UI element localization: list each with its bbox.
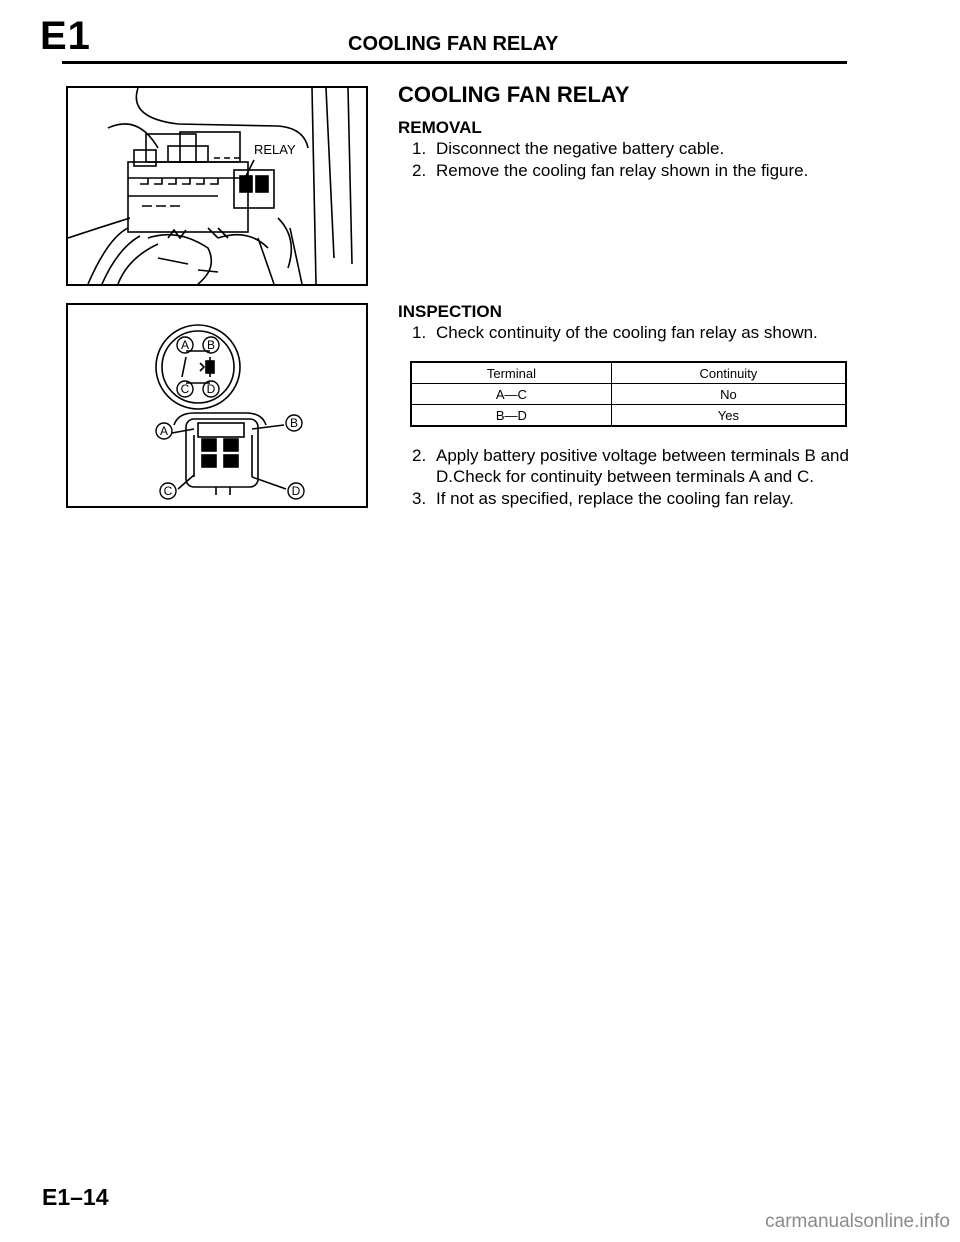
- step-number: 1.: [412, 139, 427, 159]
- connector-label-d: D: [291, 484, 301, 498]
- page-number: E1–14: [42, 1184, 109, 1210]
- step-number: 2.: [412, 446, 427, 465]
- symbol-label-b: B: [206, 338, 216, 352]
- step-number: 3.: [412, 488, 427, 508]
- symbol-label-a: A: [180, 338, 190, 352]
- inspection-section: [398, 302, 850, 344]
- connector-label-b: B: [289, 416, 299, 430]
- relay-callout-label: RELAY: [254, 142, 296, 157]
- relay-terminal-illustration: [68, 305, 366, 506]
- connector-label-c: C: [163, 484, 173, 498]
- connector-label-a: A: [159, 424, 169, 438]
- table-header-row: [411, 362, 846, 384]
- main-section-title: [398, 84, 850, 106]
- page-title: COOLING FAN RELAY: [398, 82, 630, 107]
- table-cell-continuity: Yes: [611, 405, 846, 427]
- removal-step: [398, 138, 850, 159]
- relay-location-figure: [66, 86, 368, 286]
- step-text: Disconnect the negative battery cable.: [436, 139, 725, 159]
- step-text: Apply battery positive voltage between terminals B and D.Check for continuity between terminals A and C.: [436, 446, 849, 487]
- inspection-heading: INSPECTION: [398, 302, 502, 321]
- continuity-table: [410, 361, 847, 427]
- inspection-step: [398, 322, 850, 343]
- inspection-steps-continued: [398, 445, 853, 509]
- removal-section: [398, 118, 850, 181]
- symbol-label-d: D: [206, 382, 216, 396]
- table-header-continuity: Continuity: [611, 362, 846, 384]
- header-rule: [62, 61, 847, 64]
- step-text: Remove the cooling fan relay shown in the figure.: [436, 160, 809, 180]
- table-cell-terminal: B—D: [411, 405, 611, 427]
- step-text: Check continuity of the cooling fan relay as shown.: [436, 323, 818, 343]
- header-title: COOLING FAN RELAY: [348, 33, 559, 55]
- watermark: carmanualsonline.info: [765, 1211, 950, 1232]
- symbol-label-c: C: [180, 382, 190, 396]
- relay-terminal-figure: [66, 303, 368, 508]
- table-cell-continuity: No: [611, 384, 846, 405]
- table-header-terminal: Terminal: [411, 362, 611, 384]
- table-row: [411, 384, 846, 405]
- step-text: If not as specified, replace the cooling fan relay.: [436, 488, 794, 508]
- removal-step: [398, 160, 850, 181]
- relay-location-illustration: [68, 88, 366, 284]
- table-cell-terminal: A—C: [411, 384, 611, 405]
- step-number: 1.: [412, 323, 427, 343]
- inspection-step: [398, 488, 853, 509]
- removal-heading: REMOVAL: [398, 118, 482, 137]
- table-row: [411, 405, 846, 427]
- inspection-step: [398, 445, 853, 488]
- step-number: 2.: [412, 160, 427, 180]
- section-code: E1: [40, 14, 91, 58]
